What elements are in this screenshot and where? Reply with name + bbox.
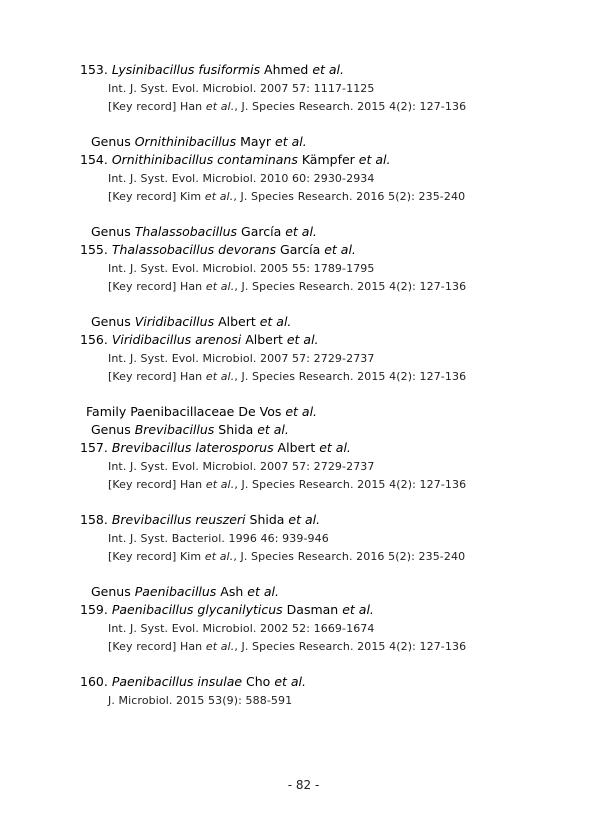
key-record-prefix: [Key record] Kim [108,550,205,563]
et-al: et al. [205,640,235,653]
reference-line: Int. J. Syst. Evol. Microbiol. 2002 52: 1669-1674 [108,622,375,635]
et-al: et al. [342,602,374,617]
species-name: Paenibacillus glycanilyticus [111,602,283,617]
genus-heading-paenibacillus [91,583,279,601]
et-al: et al. [257,422,289,437]
et-al: et al. [205,478,235,491]
genus-name: Brevibacillus [134,422,215,437]
species-name: Paenibacillus insulae [111,674,243,689]
species-author: García [276,242,325,257]
species-name: Brevibacillus reuszeri [111,512,246,527]
reference-line: Int. J. Syst. Bacteriol. 1996 46: 939-946 [108,532,329,545]
et-al: et al. [285,224,317,239]
species-name: Viridibacillus arenosi [111,332,242,347]
genus-label: Genus [91,224,135,239]
key-record-line [108,278,466,296]
key-record-citation: , J. Species Research. 2015 4(2): 127-136 [234,280,467,293]
species-name: Brevibacillus laterosporus [111,440,274,455]
species-entry-158 [80,511,320,529]
species-author: Dasman [282,602,343,617]
entry-number: 155. [80,242,108,257]
entry-number: 159. [80,602,108,617]
et-al: et al. [274,674,306,689]
reference-line: J. Microbiol. 2015 53(9): 588-591 [108,694,293,707]
key-record-line [108,188,465,206]
et-al: et al. [288,512,321,527]
species-entry-153 [80,61,344,79]
key-record-prefix: [Key record] Han [108,370,206,383]
key-record-prefix: [Key record] Han [108,280,206,293]
genus-author: Shida [214,422,258,437]
genus-label: Genus [91,134,135,149]
key-record-prefix: [Key record] Han [108,100,206,113]
species-author: Cho [242,674,275,689]
key-record-prefix: [Key record] Han [108,640,206,653]
genus-name: Paenibacillus [134,584,217,599]
key-record-citation: , J. Species Research. 2015 4(2): 127-136 [234,100,467,113]
genus-heading-viridibacillus [91,313,291,331]
key-record-citation: , J. Species Research. 2015 4(2): 127-136 [234,478,467,491]
reference-line: Int. J. Syst. Evol. Microbiol. 2005 55: 1789-1795 [108,262,375,275]
key-record-line [108,98,466,116]
species-name: Ornithinibacillus contaminans [111,152,298,167]
key-record-citation: , J. Species Research. 2016 5(2): 235-240 [233,550,466,563]
key-record-line [108,368,466,386]
et-al: et al. [247,584,279,599]
page-number: - 82 - [287,778,320,792]
genus-name: Ornithinibacillus [134,134,237,149]
entry-number: 154. [80,152,108,167]
species-author: Albert [273,440,320,455]
species-author: Ahmed [260,62,313,77]
key-record-line [108,476,466,494]
entry-number: 160. [80,674,108,689]
genus-author: Mayr [236,134,276,149]
reference-line: Int. J. Syst. Evol. Microbiol. 2010 60: 2930-2934 [108,172,375,185]
key-record-prefix: [Key record] Han [108,478,206,491]
genus-label: Genus [91,422,135,437]
et-al: et al. [285,404,318,419]
species-entry-154 [80,151,390,169]
et-al: et al. [275,134,307,149]
genus-author: García [237,224,286,239]
et-al: et al. [324,242,356,257]
species-entry-159 [80,601,374,619]
family-heading-paenibacillaceae [86,403,317,421]
entry-number: 158. [80,512,108,527]
species-entry-160 [80,673,306,691]
species-name: Lysinibacillus fusiformis [111,62,261,77]
et-al: et al. [286,332,319,347]
reference-line: Int. J. Syst. Evol. Microbiol. 2007 57: 2729-2737 [108,352,375,365]
genus-name: Viridibacillus [134,314,215,329]
species-author: Albert [241,332,287,347]
species-entry-155 [80,241,356,259]
genus-heading-brevibacillus [91,421,289,439]
entry-number: 157. [80,440,108,455]
et-al: et al. [205,280,235,293]
et-al: et al. [319,440,351,455]
key-record-citation: , J. Species Research. 2015 4(2): 127-136 [234,640,467,653]
species-author: Kämpfer [297,152,359,167]
key-record-citation: , J. Species Research. 2016 5(2): 235-240 [233,190,466,203]
et-al: et al. [204,550,234,563]
key-record-citation: , J. Species Research. 2015 4(2): 127-136 [234,370,467,383]
species-author: Shida [245,512,289,527]
et-al: et al. [205,100,235,113]
reference-line: Int. J. Syst. Evol. Microbiol. 2007 57: 2729-2737 [108,460,375,473]
genus-label: Genus [91,584,135,599]
family-label: Family Paenibacillaceae De Vos [86,404,286,419]
genus-heading-thalassobacillus [91,223,317,241]
et-al: et al. [312,62,344,77]
key-record-prefix: [Key record] Kim [108,190,205,203]
genus-name: Thalassobacillus [134,224,238,239]
key-record-line [108,638,466,656]
et-al: et al. [358,152,391,167]
species-name: Thalassobacillus devorans [111,242,277,257]
entry-number: 153. [80,62,108,77]
et-al: et al. [259,314,292,329]
et-al: et al. [205,370,235,383]
genus-author: Ash [216,584,248,599]
entry-number: 156. [80,332,108,347]
reference-line: Int. J. Syst. Evol. Microbiol. 2007 57: 1117-1125 [108,82,375,95]
genus-author: Albert [214,314,260,329]
species-entry-157 [80,439,351,457]
genus-heading-ornithinibacillus [91,133,307,151]
et-al: et al. [204,190,234,203]
genus-label: Genus [91,314,135,329]
key-record-line [108,548,465,566]
species-entry-156 [80,331,319,349]
